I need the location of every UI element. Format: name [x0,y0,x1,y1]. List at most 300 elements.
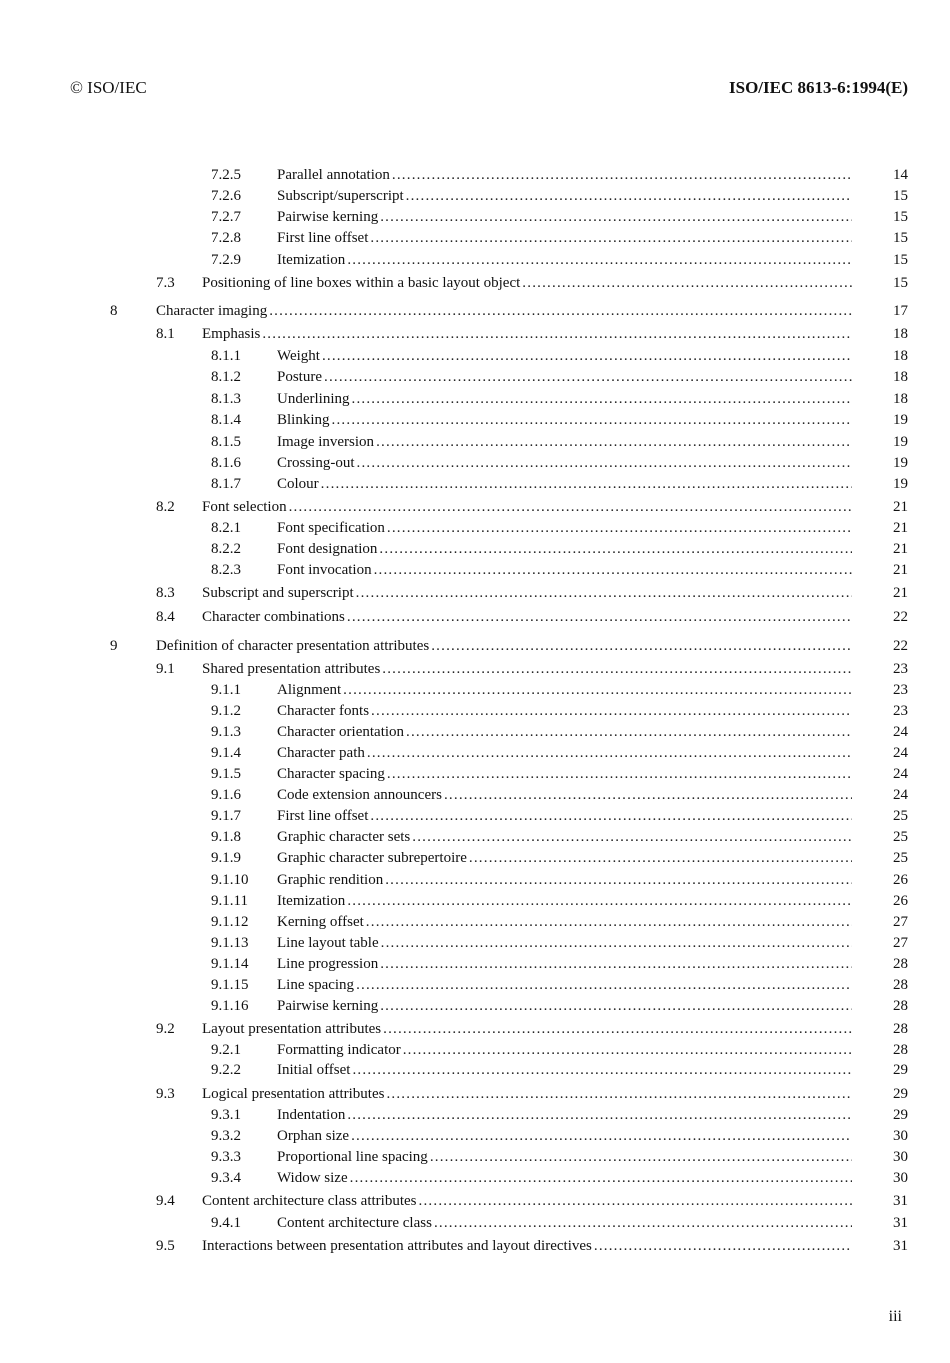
toc-entry-title: Image inversion [277,434,375,450]
toc-entry [0,1168,950,1188]
toc-entry [0,1060,950,1080]
toc-entry [0,870,950,890]
toc-entry-title: Graphic rendition [277,872,384,888]
toc-entry-leader [202,607,852,627]
toc-entry-title: Layout presentation attributes [202,1021,382,1037]
toc-entry-leader [277,346,852,366]
toc-entry [0,518,950,538]
toc-entry-number: 9.1.5 [211,766,241,782]
toc-entry-number: 9.1.4 [211,745,241,761]
toc-entry-title: Font selection [202,499,287,515]
toc-entry-leader [277,827,852,847]
toc-entry-page: 25 [893,850,908,866]
toc-entry-leader [277,410,852,430]
toc-entry-number: 9.2.2 [211,1062,241,1078]
toc-entry-title: Itemization [277,893,346,909]
toc-dot-leader [430,1147,852,1167]
toc-entry-page: 30 [893,1128,908,1144]
toc-entry-leader [277,560,852,580]
toc-entry-number: 9.1.13 [211,935,249,951]
toc-entry-page: 25 [893,829,908,845]
toc-dot-leader [383,1019,852,1039]
toc-entry-page: 22 [893,638,908,654]
toc-dot-leader [262,324,852,344]
toc-entry [0,389,950,409]
toc-entry-page: 30 [893,1149,908,1165]
toc-dot-leader [347,891,852,911]
toc-entry-leader [277,891,852,911]
toc-entry-page: 15 [893,188,908,204]
toc-entry-page: 15 [893,252,908,268]
toc-dot-leader [347,607,852,627]
toc-entry-number: 9.2.1 [211,1042,241,1058]
toc-entry [0,743,950,763]
toc-entry-page: 24 [893,766,908,782]
toc-entry [0,701,950,721]
toc-entry [0,324,950,344]
toc-entry-leader [202,273,852,293]
header-copyright: © ISO/IEC [70,78,147,97]
toc-entry-leader [202,659,852,679]
toc-entry-number: 8.1.3 [211,391,241,407]
toc-entry-leader [277,870,852,890]
toc-entry [0,954,950,974]
toc-entry-leader [156,301,852,321]
toc-entry-number: 9.4 [156,1193,175,1209]
toc-entry-title: Blinking [277,412,330,428]
toc-entry-title: Formatting indicator [277,1042,401,1058]
toc-entry [0,848,950,868]
toc-dot-leader [289,497,852,517]
toc-entry-number: 9.1 [156,661,175,677]
toc-entry [0,764,950,784]
toc-entry-page: 26 [893,872,908,888]
toc-entry-title: Definition of character presentation attributes [156,638,430,654]
toc-entry-page: 19 [893,476,908,492]
toc-entry-number: 8.2.1 [211,520,241,536]
toc-dot-leader [370,228,852,248]
toc-entry [0,273,950,293]
toc-entry-number: 8.4 [156,609,175,625]
toc-entry [0,806,950,826]
toc-dot-leader [406,722,852,742]
toc-entry-leader [277,165,852,185]
toc-entry-leader [277,518,852,538]
toc-entry-leader [277,228,852,248]
toc-dot-leader [343,680,852,700]
toc-entry-page: 27 [893,914,908,930]
toc-dot-leader [444,785,852,805]
toc-entry-title: Character fonts [277,703,370,719]
toc-entry-page: 24 [893,724,908,740]
toc-entry-number: 9.5 [156,1238,175,1254]
toc-entry-number: 9.1.7 [211,808,241,824]
toc-entry-leader [277,680,852,700]
toc-dot-leader [376,432,852,452]
toc-entry-title: Font specification [277,520,385,536]
toc-entry-leader [277,1060,852,1080]
toc-entry-page: 18 [893,326,908,342]
toc-entry-number: 9.1.6 [211,787,241,803]
toc-dot-leader [382,659,852,679]
toc-entry-number: 9.1.8 [211,829,241,845]
toc-dot-leader [347,250,852,270]
toc-entry [0,1019,950,1039]
toc-dot-leader [321,474,852,494]
toc-entry [0,1126,950,1146]
toc-dot-leader [356,583,852,603]
toc-entry-page: 26 [893,893,908,909]
toc-dot-leader [269,301,852,321]
toc-entry-title: Content architecture class [277,1215,432,1231]
toc-entry-title: Alignment [277,682,342,698]
toc-entry-title: Kerning offset [277,914,364,930]
toc-entry-page: 22 [893,609,908,625]
toc-entry-title: Emphasis [202,326,261,342]
toc-entry-leader [277,1213,852,1233]
toc-entry-leader [277,453,852,473]
toc-entry-leader [277,785,852,805]
toc-entry-number: 9.1.3 [211,724,241,740]
toc-dot-leader [392,165,852,185]
toc-entry-page: 29 [893,1062,908,1078]
toc-entry-leader [277,250,852,270]
toc-entry-title: Weight [277,348,320,364]
toc-entry-number: 7.2.5 [211,167,241,183]
toc-entry-title: Character combinations [202,609,345,625]
toc-entry-leader [277,1126,852,1146]
toc-entry [0,1040,950,1060]
toc-entry [0,560,950,580]
toc-entry-page: 19 [893,434,908,450]
toc-entry [0,474,950,494]
toc-entry-title: Line layout table [277,935,379,951]
toc-entry [0,1147,950,1167]
toc-dot-leader [374,560,852,580]
toc-entry-title: Character spacing [277,766,385,782]
toc-entry-number: 8.1.7 [211,476,241,492]
toc-dot-leader [380,954,852,974]
toc-entry-title: Posture [277,369,322,385]
toc-entry [0,636,950,656]
toc-entry [0,1236,950,1256]
toc-dot-leader [324,367,852,387]
toc-entry-title: Underlining [277,391,350,407]
toc-entry-page: 18 [893,348,908,364]
toc-entry-number: 8.1.1 [211,348,241,364]
toc-dot-leader [332,410,852,430]
toc-entry-page: 28 [893,1021,908,1037]
toc-entry-title: Colour [277,476,319,492]
toc-entry-page: 21 [893,562,908,578]
toc-dot-leader [356,975,852,995]
toc-entry-leader [202,1236,852,1256]
toc-dot-leader [350,1168,852,1188]
toc-entry [0,346,950,366]
toc-entry-number: 7.2.8 [211,230,241,246]
toc-dot-leader [366,912,852,932]
toc-entry-page: 15 [893,275,908,291]
toc-dot-leader [385,870,852,890]
toc-entry-page: 21 [893,541,908,557]
toc-entry-leader [277,1040,852,1060]
toc-dot-leader [347,1105,852,1125]
toc-entry-title: Content architecture class attributes [202,1193,417,1209]
toc-entry-leader [277,1105,852,1125]
toc-dot-leader [594,1236,852,1256]
toc-entry-title: Widow size [277,1170,348,1186]
toc-entry-leader [277,432,852,452]
toc-entry-title: Orphan size [277,1128,350,1144]
toc-entry-title: Font designation [277,541,378,557]
toc-entry-number: 9.3.2 [211,1128,241,1144]
toc-entry-title: Graphic character subrepertoire [277,850,467,866]
toc-dot-leader [431,636,852,656]
toc-entry-title: Character path [277,745,365,761]
toc-entry-page: 21 [893,520,908,536]
toc-entry-page: 15 [893,230,908,246]
toc-entry-number: 7.3 [156,275,175,291]
toc-entry [0,933,950,953]
toc-entry-title: Subscript and superscript [202,585,354,601]
toc-entry-number: 9.3.3 [211,1149,241,1165]
toc-entry [0,228,950,248]
toc-entry [0,186,950,206]
toc-entry-number: 8.2 [156,499,175,515]
toc-entry [0,453,950,473]
toc-entry [0,680,950,700]
toc-entry-page: 31 [893,1215,908,1231]
toc-entry-title: Shared presentation attributes [202,661,381,677]
toc-entry-number: 8.1 [156,326,175,342]
toc-entry-leader [202,1084,852,1104]
toc-entry-title: Initial offset [277,1062,351,1078]
toc-entry-number: 9.3.4 [211,1170,241,1186]
toc-entry-number: 8.2.3 [211,562,241,578]
toc-dot-leader [419,1191,852,1211]
toc-dot-leader [387,518,852,538]
toc-entry-number: 8.3 [156,585,175,601]
toc-entry [0,583,950,603]
toc-entry-leader [277,1168,852,1188]
toc-entry-page: 24 [893,745,908,761]
toc-entry-title: Line spacing [277,977,355,993]
toc-entry-title: Itemization [277,252,346,268]
toc-dot-leader [367,743,852,763]
toc-entry-title: Code extension announcers [277,787,442,803]
toc-entry-number: 7.2.9 [211,252,241,268]
toc-entry-page: 21 [893,585,908,601]
toc-entry-title: Line progression [277,956,379,972]
toc-entry-page: 31 [893,1193,908,1209]
toc-entry-leader [202,583,852,603]
toc-entry-leader [277,1147,852,1167]
page-folio: iii [888,1308,902,1325]
toc-dot-leader [371,701,852,721]
toc-entry-title: Interactions between presentation attributes and layout directives [202,1238,592,1254]
toc-entry-page: 21 [893,499,908,515]
toc-dot-leader [380,207,852,227]
toc-entry-title: First line offset [277,808,369,824]
toc-entry-page: 23 [893,661,908,677]
toc-entry-title: Subscript/superscript [277,188,404,204]
toc-entry-page: 30 [893,1170,908,1186]
toc-entry [0,975,950,995]
toc-dot-leader [386,1084,852,1104]
toc-entry-leader [277,848,852,868]
toc-entry-page: 28 [893,977,908,993]
toc-entry [0,1191,950,1211]
toc-entry-page: 15 [893,209,908,225]
toc-entry-page: 23 [893,682,908,698]
toc-entry [0,722,950,742]
toc-entry-page: 19 [893,412,908,428]
toc-entry-leader [277,389,852,409]
toc-entry [0,891,950,911]
toc-entry-page: 18 [893,369,908,385]
toc-dot-leader [352,389,853,409]
toc-entry-leader [202,1191,852,1211]
toc-entry-leader [156,636,852,656]
toc-entry-number: 7.2.7 [211,209,241,225]
toc-entry-number: 8 [110,303,118,319]
toc-entry-number: 9.1.10 [211,872,249,888]
toc-dot-leader [469,848,852,868]
toc-entry-title: Logical presentation attributes [202,1086,385,1102]
header-standard-number: ISO/IEC 8613-6:1994(E) [729,78,908,97]
toc-entry-number: 9.2 [156,1021,175,1037]
toc-dot-leader [357,453,852,473]
toc-dot-leader [351,1126,852,1146]
toc-entry [0,497,950,517]
toc-entry-leader [277,207,852,227]
toc-entry-number: 8.1.4 [211,412,241,428]
toc-entry-page: 23 [893,703,908,719]
toc-entry-page: 25 [893,808,908,824]
toc-entry-leader [277,996,852,1016]
toc-dot-leader [322,346,852,366]
toc-entry-title: Indentation [277,1107,346,1123]
toc-entry [0,1213,950,1233]
toc-entry-leader [277,539,852,559]
toc-entry-leader [277,367,852,387]
toc-entry-number: 9.1.1 [211,682,241,698]
toc-entry-leader [202,324,852,344]
toc-entry-leader [277,975,852,995]
toc-entry [0,659,950,679]
toc-entry [0,539,950,559]
toc-dot-leader [352,1060,852,1080]
toc-dot-leader [522,273,852,293]
toc-entry [0,207,950,227]
toc-dot-leader [381,933,852,953]
toc-dot-leader [379,539,852,559]
toc-entry-page: 27 [893,935,908,951]
toc-entry-number: 8.1.5 [211,434,241,450]
toc-entry-leader [202,1019,852,1039]
toc-entry [0,912,950,932]
toc-dot-leader [403,1040,852,1060]
toc-entry-number: 8.2.2 [211,541,241,557]
toc-entry [0,250,950,270]
toc-entry-leader [277,186,852,206]
toc-entry-page: 29 [893,1107,908,1123]
toc-dot-leader [406,186,852,206]
toc-entry-leader [277,933,852,953]
toc-entry-title: Character orientation [277,724,405,740]
toc-entry [0,301,950,321]
toc-entry-leader [277,806,852,826]
toc-entry-title: Pairwise kerning [277,209,379,225]
toc-dot-leader [387,764,852,784]
toc-entry-leader [277,764,852,784]
toc-entry-page: 14 [893,167,908,183]
toc-entry-title: Crossing-out [277,455,355,471]
toc-entry-number: 9.1.9 [211,850,241,866]
toc-entry-leader [277,912,852,932]
toc-dot-leader [412,827,852,847]
toc-entry-page: 28 [893,956,908,972]
toc-entry-title: First line offset [277,230,369,246]
toc-entry-number: 7.2.6 [211,188,241,204]
toc-entry-title: Positioning of line boxes within a basic layout object [202,275,521,291]
toc-entry-number: 9.4.1 [211,1215,241,1231]
toc-entry-number: 9.3.1 [211,1107,241,1123]
toc-entry-leader [202,497,852,517]
toc-entry-title: Font invocation [277,562,372,578]
toc-entry [0,785,950,805]
toc-entry-title: Graphic character sets [277,829,411,845]
toc-entry-number: 9.3 [156,1086,175,1102]
toc-dot-leader [370,806,852,826]
toc-entry [0,1105,950,1125]
toc-entry-number: 9.1.14 [211,956,249,972]
toc-entry-title: Proportional line spacing [277,1149,428,1165]
toc-entry-title: Parallel annotation [277,167,390,183]
toc-entry-page: 29 [893,1086,908,1102]
toc-entry-number: 8.1.6 [211,455,241,471]
toc-entry [0,432,950,452]
toc-entry-page: 31 [893,1238,908,1254]
toc-entry-page: 24 [893,787,908,803]
toc-entry-page: 18 [893,391,908,407]
toc-entry-page: 28 [893,1042,908,1058]
toc-entry-page: 17 [893,303,908,319]
toc-entry [0,1084,950,1104]
toc-entry-number: 8.1.2 [211,369,241,385]
toc-entry-number: 9 [110,638,118,654]
toc-entry-number: 9.1.12 [211,914,249,930]
toc-entry-number: 9.1.16 [211,998,249,1014]
toc-entry-number: 9.1.11 [211,893,248,909]
toc-entry [0,607,950,627]
toc-entry-page: 19 [893,455,908,471]
toc-entry-title: Pairwise kerning [277,998,379,1014]
toc-entry [0,996,950,1016]
toc-entry [0,827,950,847]
toc-entry-leader [277,743,852,763]
toc-entry-leader [277,701,852,721]
toc-entry-leader [277,474,852,494]
toc-entry-page: 28 [893,998,908,1014]
toc-entry [0,165,950,185]
toc-entry-leader [277,722,852,742]
toc-entry [0,367,950,387]
toc-entry-number: 9.1.2 [211,703,241,719]
toc-dot-leader [380,996,852,1016]
toc-entry-leader [277,954,852,974]
toc-entry-title: Character imaging [156,303,268,319]
